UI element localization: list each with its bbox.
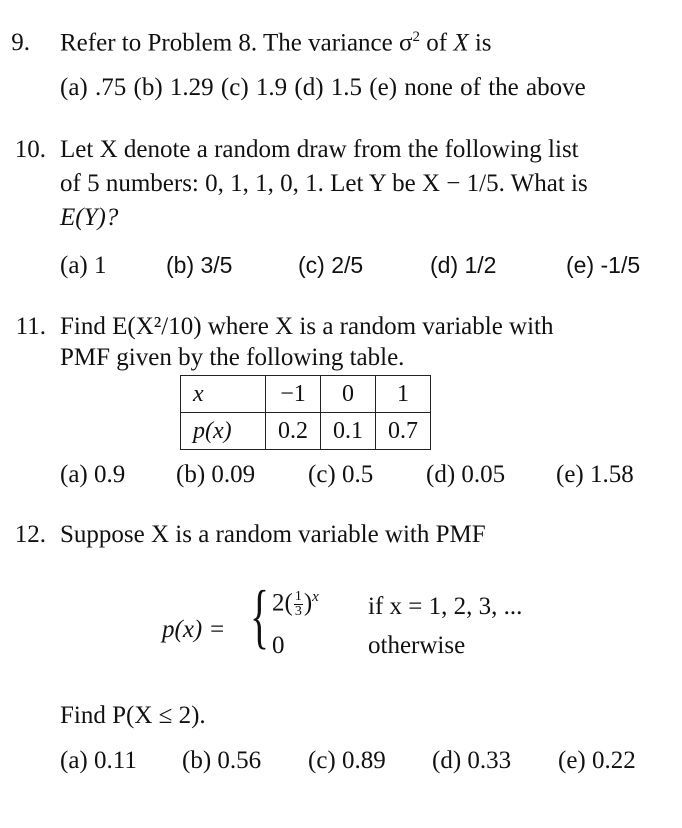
q12-case1-cond: if x = 1, 2, 3, ...: [368, 593, 523, 620]
q12-case2-cond: otherwise: [368, 632, 466, 659]
q9-number: 9.: [11, 29, 30, 56]
q12-number: 12.: [14, 521, 46, 548]
q10-option-a: (a) 1: [60, 252, 107, 279]
table-cell: 0.7: [376, 413, 431, 450]
table-cell: −1: [266, 376, 321, 413]
q12-case1-coef: 2(: [272, 589, 293, 617]
q11-option-c: (c) 0.5: [308, 461, 374, 488]
q12-case1-value: [272, 590, 319, 619]
q10-option-d: (d) 1/2: [430, 252, 497, 278]
q12-find: Find P(X ≤ 2).: [60, 702, 206, 729]
q9-question: [60, 30, 492, 55]
q12-fraction: [294, 590, 303, 619]
q10-option-e: (e) -1/5: [566, 252, 641, 278]
q11-option-e: (e) 1.58: [556, 461, 634, 488]
table-row: [181, 413, 431, 450]
q9-sigma: σ: [399, 29, 413, 57]
q12-option-a: (a) 0.11: [60, 747, 137, 774]
q10-option-c: (c) 2/5: [298, 252, 364, 278]
table-cell: 0.1: [321, 413, 376, 450]
q12-line1: Suppose X is a random variable with PMF: [60, 521, 486, 548]
table-row-label: x: [181, 376, 266, 413]
q11-option-b: (b) 0.09: [176, 461, 256, 488]
q12-option-b: (b) 0.56: [182, 747, 262, 774]
q11-option-a: (a) 0.9: [60, 461, 126, 488]
q11-line2: PMF given by the following table.: [60, 344, 405, 371]
q10-line2: of 5 numbers: 0, 1, 1, 0, 1. Let Y be X − 1/5. What is: [60, 170, 588, 197]
left-brace-icon: {: [250, 576, 270, 656]
table-cell: 0.2: [266, 413, 321, 450]
q12-case2-value: 0: [272, 632, 285, 659]
q11-number: 11.: [15, 313, 46, 340]
q12-case1-close: ): [303, 589, 313, 617]
table-row-label: p(x): [181, 413, 266, 450]
q12-option-e: (e) 0.22: [558, 747, 636, 774]
q11-option-d: (d) 0.05: [426, 461, 506, 488]
q10-line1: Let X denote a random draw from the following list: [60, 136, 579, 163]
q9-var: X: [453, 29, 469, 57]
q10-number: 10.: [14, 136, 46, 163]
q9-text-b: of: [420, 29, 454, 57]
q12-option-c: (c) 0.89: [308, 747, 386, 774]
q12-frac-num: 1: [294, 589, 302, 605]
q12-lhs: p(x) =: [162, 616, 226, 643]
q10-option-b: (b) 3/5: [166, 252, 233, 278]
q9-text-c: is: [468, 29, 492, 57]
q12-frac-den: 3: [294, 604, 302, 620]
table-row: [181, 376, 431, 413]
q12-case1-exp: x: [312, 589, 319, 605]
q10-line3: E(Y)?: [60, 204, 119, 231]
q9-text-a: Refer to Problem 8. The variance: [60, 29, 400, 57]
q9-sup: 2: [412, 29, 420, 45]
pmf-table: [180, 375, 431, 450]
q11-line1: Find E(X²/10) where X is a random variable with: [60, 313, 554, 340]
table-cell: 1: [376, 376, 431, 413]
q9-options: (a) .75 (b) 1.29 (c) 1.9 (d) 1.5 (e) none of the above: [60, 74, 586, 101]
table-cell: 0: [321, 376, 376, 413]
q12-option-d: (d) 0.33: [432, 747, 512, 774]
